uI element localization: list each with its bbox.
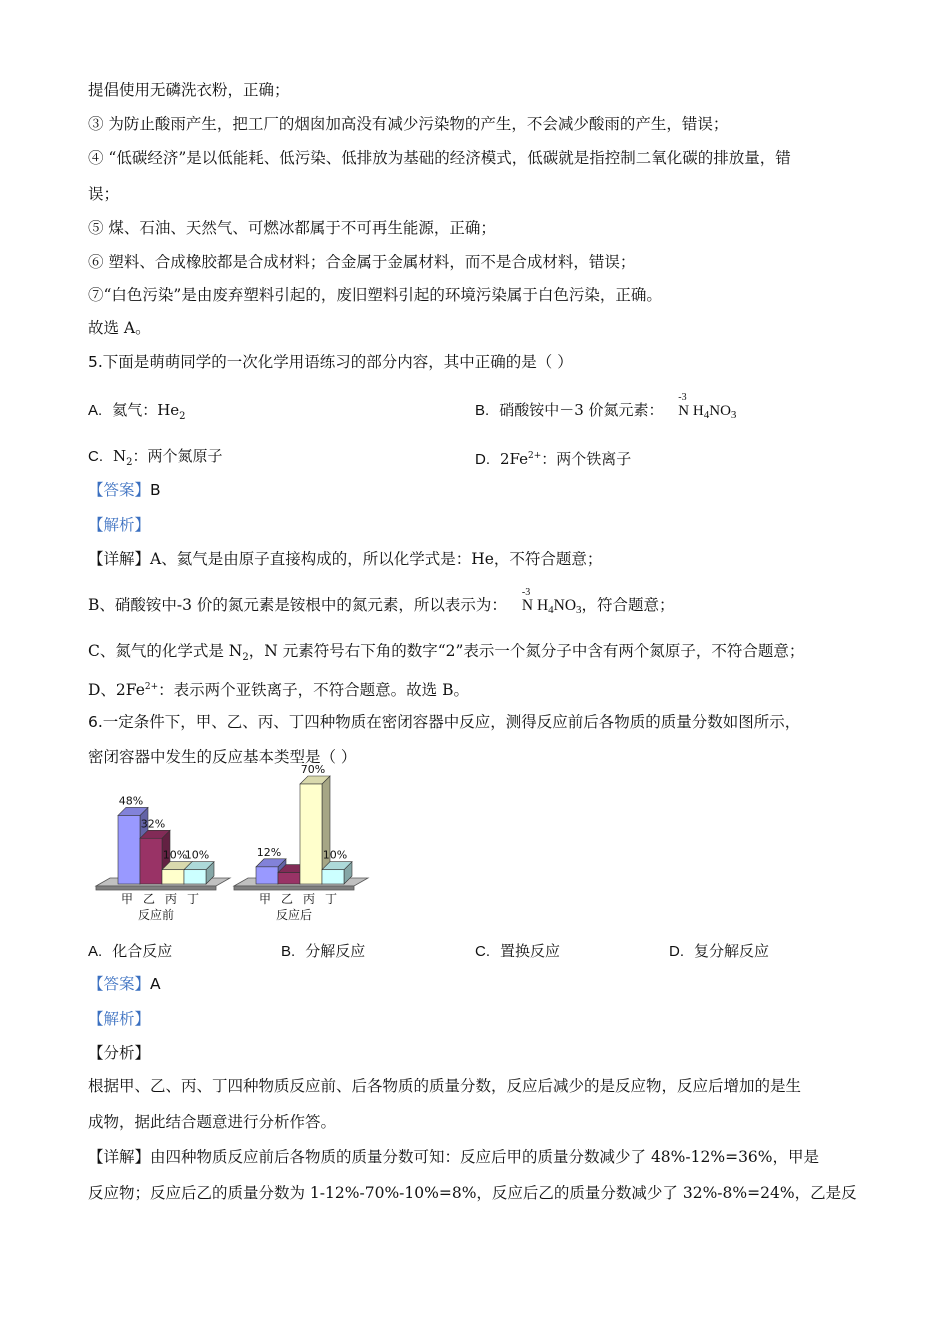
detail-text: B、硝酸铵中-3 价的氮元素是铵根中的氮元素，所以表示为： [88, 596, 507, 614]
bar [118, 815, 140, 884]
text-line: ⑥ 塑料、合成橡胶都是合成材料；合金属于金属材料，而不是合成材料，错误； [88, 253, 636, 271]
bar [140, 838, 162, 884]
formula-n: N [521, 597, 534, 614]
ammonium-nitrate-formula [678, 392, 737, 426]
fenxi-tag: 【分析】 [88, 1044, 151, 1062]
option-text: 氦气：He [112, 401, 180, 419]
bar-value-label: 32% [140, 817, 166, 831]
detail-tag: 【详解】 [88, 550, 151, 568]
answer-tag: 【答案】 [88, 975, 151, 993]
detail-line [88, 676, 469, 701]
text-line: 故选 A。 [88, 319, 151, 337]
bar [184, 870, 206, 884]
option-label: C. [475, 943, 490, 960]
chart-floor-edge [96, 886, 216, 890]
question-5-stem [88, 351, 573, 373]
formula-no: NO [709, 403, 731, 419]
option-d [669, 940, 769, 963]
detail-line [88, 640, 804, 669]
detail-text: 由四种物质反应前后各物质的质量分数可知：反应后甲的质量分数减少了 48%-12%=36%，甲是 [150, 1148, 820, 1166]
option-c [475, 940, 560, 963]
group-label: 反应后 [275, 908, 313, 922]
formula-sub4: 4 [548, 604, 554, 616]
category-label: 丁 [186, 892, 200, 906]
detail-line [88, 548, 602, 570]
formula-sub4: 4 [703, 409, 710, 421]
answer-value: B [150, 481, 161, 499]
analysis-line: 根据甲、乙、丙、丁四种物质反应前、后各物质的质量分数，反应后减少的是反应物，反应后增加的是生 [88, 1077, 802, 1095]
option-text: 化合反应 [112, 942, 173, 960]
bar-value-label: 10% [322, 848, 348, 862]
option-text: 分解反应 [305, 942, 366, 960]
category-label: 丙 [164, 892, 178, 906]
option-c [88, 445, 223, 474]
option-label: B. [281, 943, 296, 960]
text-line: ③ 为防止酸雨产生，把工厂的烟囱加高没有减少污染物的产生，不会减少酸雨的产生，错误； [88, 115, 729, 133]
answer-tag: 【答案】 [88, 481, 151, 499]
question-text: .下面是萌萌同学的一次化学用语练习的部分内容，其中正确的是（ ） [97, 353, 573, 371]
detail-text-tail: ，符合题意； [581, 596, 675, 614]
formula-sub3: 3 [730, 409, 737, 421]
option-label: C. [88, 448, 103, 465]
bar [162, 870, 184, 884]
option-a [88, 940, 172, 963]
formula-h: H [536, 597, 549, 614]
category-label: 甲 [258, 892, 272, 906]
option-text: N [113, 447, 127, 465]
option-b [281, 940, 365, 963]
detail-text: C、氮气的化学式是 N [88, 642, 243, 660]
answer-line [88, 973, 161, 995]
option-text-tail: ：两个铁离子 [541, 450, 632, 468]
question-text: .一定条件下，甲、乙、丙、丁四种物质在密闭容器中反应，测得反应前后各物质的质量分数如图所示， [97, 713, 801, 731]
bar-value-label: 70% [300, 763, 326, 776]
chart-floor-edge [234, 886, 354, 890]
option-b [475, 392, 737, 426]
bar-value-label: 48% [118, 794, 144, 808]
bar [256, 867, 278, 884]
bar-value-label: 10% [162, 848, 188, 862]
formula-n: N [678, 403, 690, 419]
option-label: A. [88, 402, 103, 419]
analysis-line: 成物，据此结合题意进行分析作答。 [88, 1113, 337, 1131]
detail-text: A、氦气是由原子直接构成的，所以化学式是：He，不符合题意； [150, 550, 603, 568]
superscript: 2+ [144, 682, 159, 692]
option-text: 2Fe [500, 450, 529, 468]
detail-text-tail: ：表示两个亚铁离子，不符合题意。故选 B。 [158, 681, 469, 700]
option-label: A. [88, 943, 103, 960]
detail-text: D、2Fe [88, 681, 145, 700]
category-label: 丁 [324, 892, 338, 906]
oxidation-state: -3 [521, 587, 531, 598]
bar [278, 873, 300, 884]
oxidation-state: -3 [678, 392, 687, 403]
question-number: 6 [88, 713, 98, 731]
answer-value: A [150, 975, 161, 993]
option-d [475, 445, 631, 471]
option-label: D. [669, 943, 684, 960]
text-line: 提倡使用无磷洗衣粉，正确； [88, 81, 290, 99]
detail-line [88, 587, 675, 621]
detail-text-tail: ，N 元素符号右下角的数字“2”表示一个氮分子中含有两个氮原子，不符合题意； [248, 642, 805, 660]
bar-value-label: 12% [256, 845, 282, 859]
subscript: 2 [179, 411, 186, 422]
formula-sub3: 3 [576, 604, 582, 616]
mass-fraction-bar-chart [88, 763, 398, 926]
option-text: 置换反应 [500, 942, 561, 960]
option-label: B. [475, 402, 490, 419]
category-label: 丙 [302, 892, 316, 906]
category-label: 乙 [142, 892, 156, 906]
option-text: 硝酸铵中－3 价氮元素： [499, 401, 664, 419]
subscript: 2 [126, 457, 133, 468]
text-line: 误； [88, 185, 120, 203]
category-label: 乙 [280, 892, 294, 906]
detail-line [88, 1146, 819, 1168]
option-text: 复分解反应 [694, 942, 770, 960]
bar [300, 784, 322, 884]
text-line: ⑦“白色污染”是由废弃塑料引起的，废旧塑料引起的环境污染属于白色污染，正确。 [88, 286, 662, 304]
superscript: 2+ [528, 451, 542, 461]
analysis-tag: 【解析】 [88, 516, 151, 534]
text-line: ④ “低碳经济”是以低能耗、低污染、低排放为基础的经济模式，低碳就是指控制二氧化碳的排放量，错 [88, 149, 791, 167]
formula-h: H [692, 403, 704, 419]
detail-tag: 【详解】 [88, 1148, 151, 1166]
question-number: 5 [88, 353, 98, 371]
question-6-stem [88, 711, 800, 733]
analysis-tag: 【解析】 [88, 1010, 151, 1028]
answer-line [88, 479, 161, 501]
option-a [88, 399, 186, 428]
question-6-stem-cont: 密闭容器中发生的反应基本类型是（ ） [88, 748, 357, 766]
group-label: 反应前 [137, 908, 175, 922]
bar [322, 870, 344, 884]
subscript: 2 [242, 652, 249, 664]
formula-no: NO [553, 597, 577, 614]
option-text-tail: ：两个氮原子 [132, 447, 223, 465]
text-line: ⑤ 煤、石油、天然气、可燃冰都属于不可再生能源，正确； [88, 219, 496, 237]
bar-value-label: 10% [184, 848, 210, 862]
category-label: 甲 [120, 892, 134, 906]
detail-line: 反应物；反应后乙的质量分数为 1-12%-70%-10%=8%，反应后乙的质量分数减少了 32%-8%=24%，乙是反 [88, 1184, 857, 1202]
option-label: D. [475, 451, 490, 468]
ammonium-nitrate-formula [521, 587, 582, 621]
